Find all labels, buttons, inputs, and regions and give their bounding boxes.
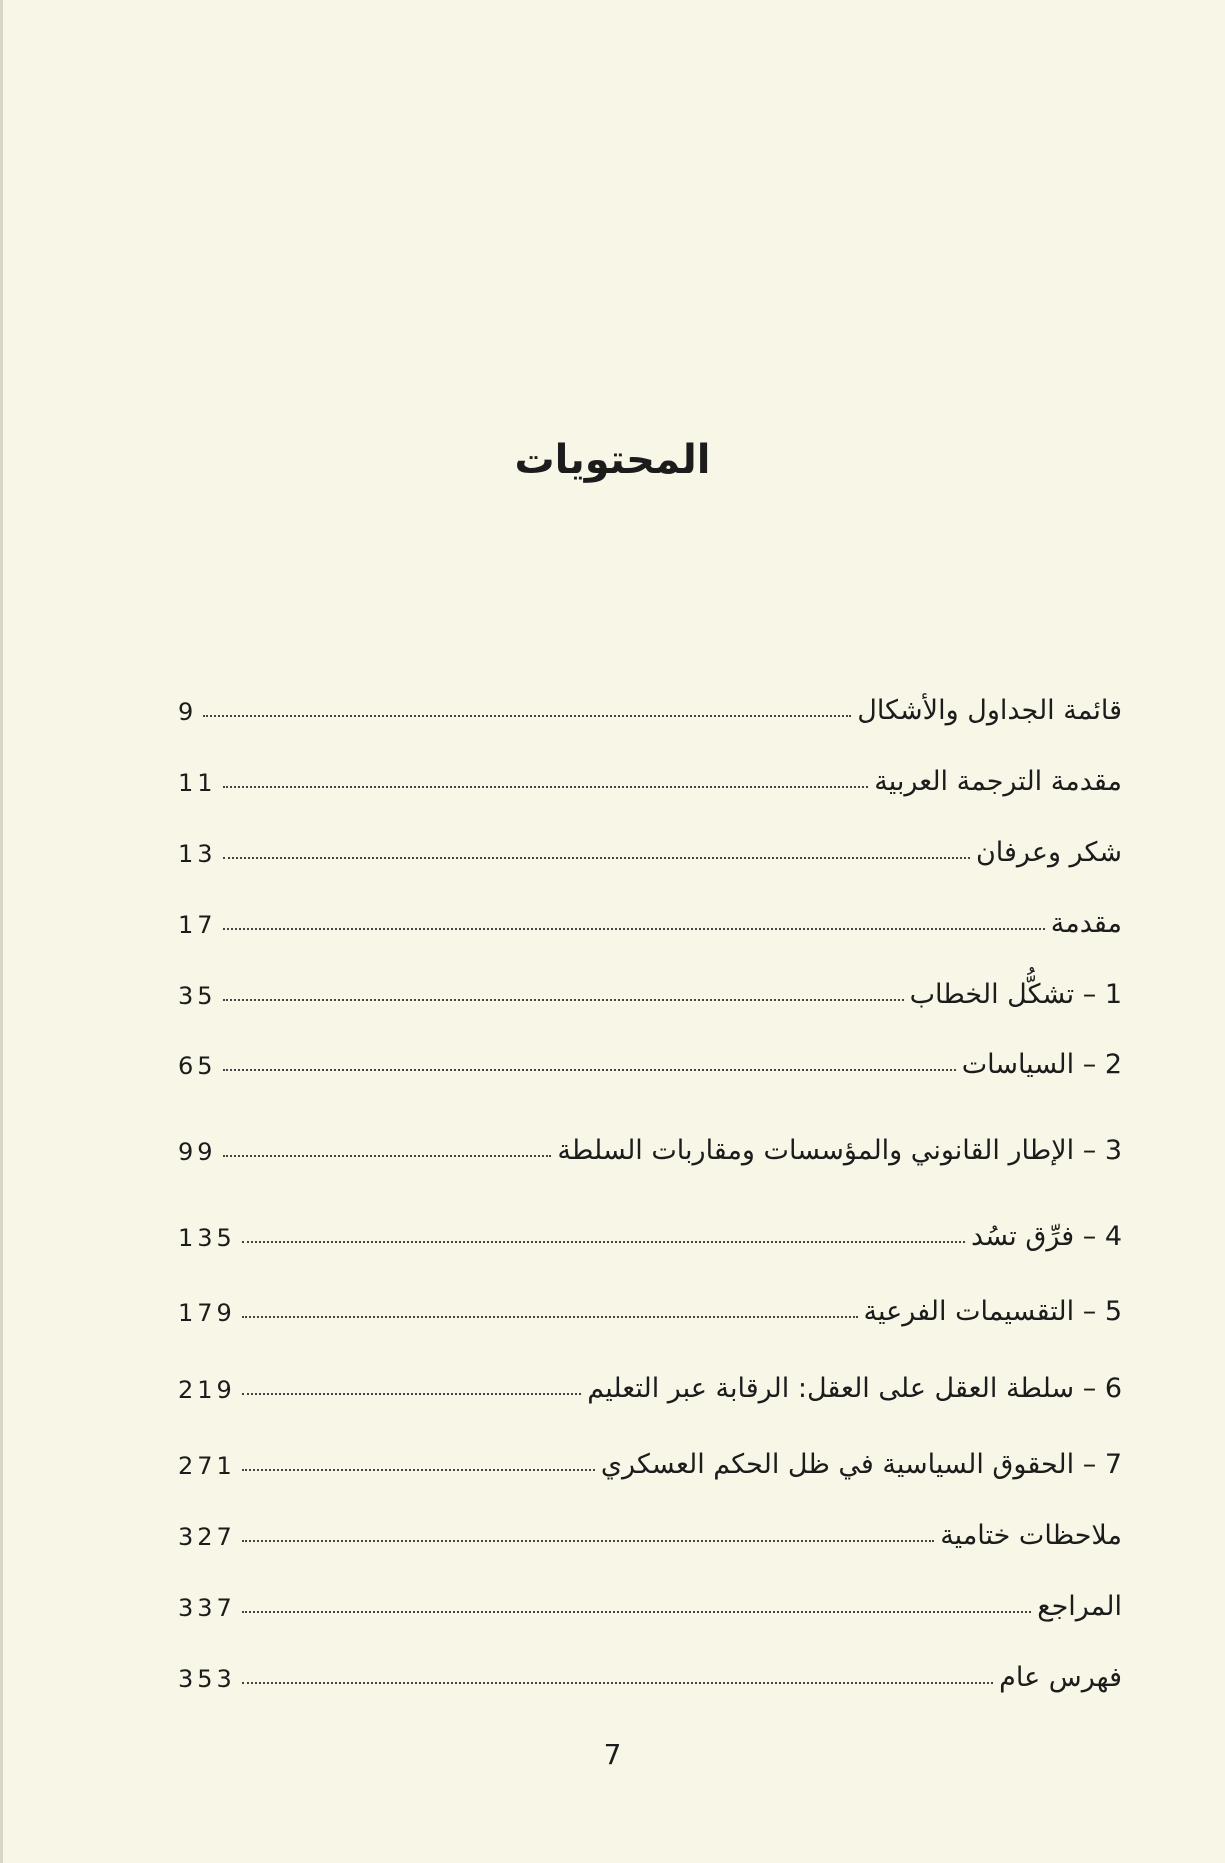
toc-entry-label: المراجع: [1037, 1590, 1122, 1622]
toc-entry-page: 17: [178, 911, 217, 940]
toc-entry[interactable]: [178, 1203, 1122, 1253]
toc-entry-page: 13: [178, 840, 217, 869]
toc-entry-page: 35: [178, 982, 217, 1011]
toc-entry[interactable]: [178, 890, 1122, 940]
toc-entry[interactable]: [178, 1278, 1122, 1328]
toc-entry[interactable]: [178, 1117, 1122, 1167]
toc-entry-label: قائمة الجداول والأشكال: [857, 694, 1122, 726]
dot-leader: [223, 1069, 956, 1071]
dot-leader: [242, 1469, 595, 1471]
toc-entry[interactable]: [178, 1431, 1122, 1481]
toc-entry-label: 5 – التقسيمات الفرعية: [863, 1295, 1122, 1327]
dot-leader: [223, 928, 1045, 930]
toc-entry-label: شكر وعرفان: [975, 836, 1122, 868]
toc-entry-page: 11: [178, 769, 217, 798]
dot-leader: [242, 1540, 934, 1542]
toc-entry-label: ملاحظات ختامية: [940, 1519, 1122, 1551]
toc-entry-page: 337: [178, 1594, 236, 1623]
toc-entry-label: 7 – الحقوق السياسية في ظل الحكم العسكري: [600, 1448, 1122, 1480]
toc-entry-label: مقدمة الترجمة العربية: [874, 765, 1122, 797]
toc-entry-label: 3 – الإطار القانوني والمؤسسات ومقاربات السلطة: [557, 1134, 1122, 1166]
page-number: 7: [603, 1738, 622, 1771]
page-title: المحتويات: [514, 437, 711, 483]
dot-leader: [242, 1241, 965, 1243]
dot-leader: [242, 1393, 581, 1395]
toc-entry[interactable]: [178, 1355, 1122, 1405]
toc-entry[interactable]: [178, 819, 1122, 869]
dot-leader: [223, 857, 970, 859]
toc-entry[interactable]: [178, 1573, 1122, 1623]
toc-entry-page: 9: [178, 698, 198, 727]
toc-entry-page: 327: [178, 1523, 236, 1552]
toc-entry[interactable]: [178, 961, 1122, 1011]
toc-entry-label: 2 – السياسات: [961, 1048, 1122, 1080]
toc-entry-page: 219: [178, 1376, 236, 1405]
toc-entry[interactable]: [178, 1644, 1122, 1694]
toc-entry-page: 135: [178, 1224, 236, 1253]
toc-entry-page: 65: [178, 1052, 217, 1081]
toc-entry-page: 271: [178, 1452, 236, 1481]
toc-entry-page: 99: [178, 1138, 217, 1167]
dot-leader: [242, 1611, 1031, 1613]
toc-entry-label: 6 – سلطة العقل على العقل: الرقابة عبر التعليم: [587, 1372, 1122, 1404]
toc-entry-label: 4 – فرِّق تسُد: [971, 1220, 1122, 1252]
toc-entry-page: 179: [178, 1299, 236, 1328]
toc-entry-label: فهرس عام: [999, 1661, 1122, 1693]
toc-entry-label: مقدمة: [1050, 907, 1122, 939]
toc-entry[interactable]: [178, 1502, 1122, 1552]
toc-entry-page: 353: [178, 1665, 236, 1694]
toc-entry[interactable]: [178, 748, 1122, 798]
dot-leader: [203, 715, 851, 717]
toc-entry-label: 1 – تشكُّل الخطاب: [909, 978, 1122, 1010]
dot-leader: [242, 1316, 858, 1318]
dot-leader: [242, 1682, 993, 1684]
toc-entry[interactable]: [178, 677, 1122, 727]
dot-leader: [223, 1155, 552, 1157]
dot-leader: [223, 786, 869, 788]
toc-entry[interactable]: [178, 1031, 1122, 1081]
dot-leader: [223, 999, 904, 1001]
